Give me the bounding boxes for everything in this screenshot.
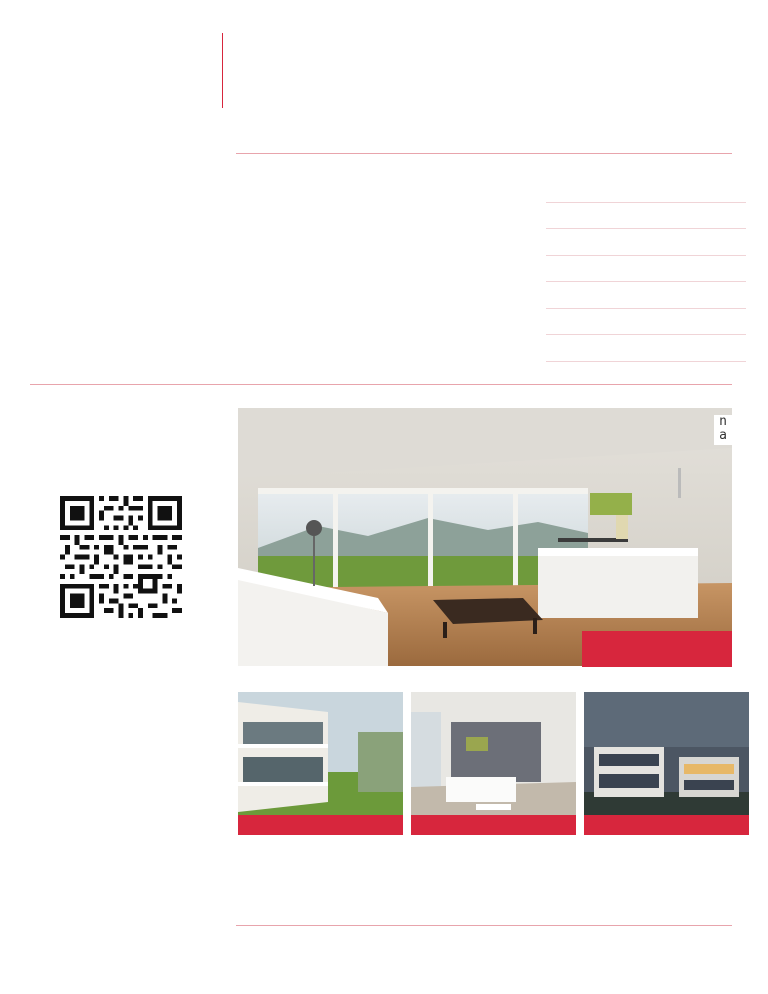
spec-row <box>546 176 746 203</box>
footer-divider <box>236 925 732 926</box>
main-photo[interactable] <box>238 408 732 666</box>
living-room-image <box>238 408 732 666</box>
thumbnail-1[interactable] <box>238 692 403 834</box>
corner-tag-top: n <box>719 414 727 429</box>
spec-row <box>546 203 746 230</box>
top-divider <box>236 153 732 154</box>
main-photo-caption <box>582 631 732 667</box>
spec-row <box>546 282 746 309</box>
thumbnail-1-caption <box>238 815 403 835</box>
header-divider <box>222 33 223 108</box>
middle-divider <box>30 384 732 385</box>
specs-table <box>546 176 746 387</box>
spec-row <box>546 335 746 362</box>
qr-code[interactable] <box>60 496 182 618</box>
exterior-day-image <box>238 692 403 834</box>
thumbnail-2-caption <box>411 815 576 835</box>
corner-tag <box>714 415 732 445</box>
exterior-night-image <box>584 692 749 834</box>
spec-row <box>546 256 746 283</box>
interior-image <box>411 692 576 834</box>
spec-row <box>546 309 746 336</box>
thumbnail-3[interactable] <box>584 692 749 834</box>
corner-tag-bottom: a <box>719 428 727 443</box>
thumbnail-3-caption <box>584 815 749 835</box>
spec-row <box>546 229 746 256</box>
thumbnail-2[interactable] <box>411 692 576 834</box>
interest-text <box>40 205 212 219</box>
